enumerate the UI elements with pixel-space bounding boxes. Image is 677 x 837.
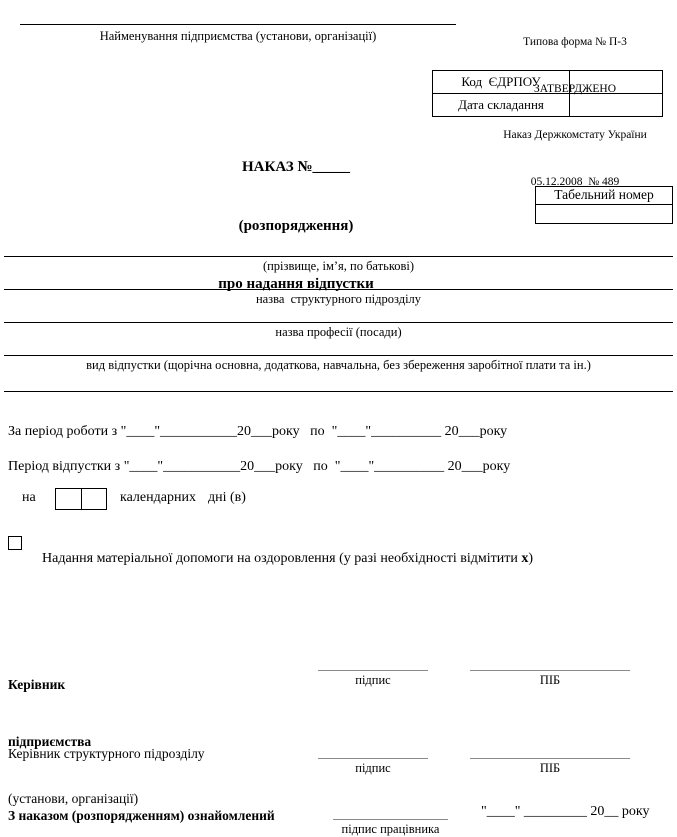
director-signature-line[interactable] [318,670,428,671]
approval-order-label: Наказ Держкомстату України [503,129,647,141]
acknowledged-label: З наказом (розпорядженням) ознайомлений [8,808,275,823]
form-type-label: Типова форма № П-3 [523,36,627,48]
director-signature-caption: підпис [355,673,391,687]
employee-name-caption: (прізвище, ім’я, по батькові) [262,259,415,273]
work-period-line: За період роботи з "____"___________20___року по "____"__________ 20___року [8,424,508,439]
table-row [433,94,663,117]
table-row [433,71,663,94]
acknowledged-date-blank: "____" _________ 20__ року [481,804,650,819]
employee-name-fill-line[interactable] [4,256,673,257]
personnel-number-box [535,186,673,224]
vacation-type-fill-line[interactable] [4,355,673,356]
approval-date-label: 05.12.2008 № 489 [530,175,620,188]
material-aid-label [28,535,533,583]
director-label-line2: підприємства [8,734,92,749]
vacation-period-line: Період відпустки з "____"___________20___року по "____"__________ 20___року [8,459,511,474]
material-aid-checkbox[interactable] [8,536,22,550]
company-name-caption: Найменування підприємства (установи, організації) [99,29,377,43]
employee-signature-caption: підпис працівника [341,822,440,836]
material-aid-mark: x [521,551,529,566]
days-digit-cell[interactable] [56,489,82,509]
days-prefix-label: на [22,490,36,505]
unit-head-signature-line[interactable] [318,758,428,759]
compile-date-value-cell[interactable] [570,94,663,117]
personnel-number-label: Табельний номер [536,187,672,205]
days-suffix-label: дні (в) [208,490,246,505]
unit-head-fullname-caption: ПІБ [539,761,561,775]
profession-fill-line[interactable] [4,322,673,323]
compile-date-label: Дата складання [433,94,570,117]
director-fullname-caption: ПІБ [539,673,561,687]
extra-fill-line[interactable] [4,391,673,392]
profession-caption: назва професії (посади) [275,325,402,339]
calendar-days-label: календарних [120,490,196,505]
unit-head-fullname-line[interactable] [470,758,630,759]
approved-label: ЗАТВЕРДЖЕНО [533,82,617,95]
director-label-line3: (установи, організації) [8,791,139,806]
director-fullname-line[interactable] [470,670,630,671]
personnel-number-value-cell[interactable] [536,205,672,223]
days-count-box[interactable] [55,488,107,510]
code-table [432,70,663,117]
title-order-number: НАКАЗ №_____ [241,159,351,175]
title-directive: (розпорядження) [238,217,354,234]
unit-head-label: Керівник структурного підрозділу [8,746,205,761]
director-label-line1: Керівник [8,677,66,692]
structural-unit-fill-line[interactable] [4,289,673,290]
edrpou-code-label: Код ЄДРПОУ [433,71,570,94]
vacation-type-caption: вид відпустки (щорічна основна, додаткова, навчальна, без збереження заробітної плати та ін.) [86,358,591,372]
edrpou-code-value-cell[interactable] [570,71,663,94]
material-aid-text: Надання матеріальної допомоги на оздоровлення (у разі необхідності відмітити [42,551,522,566]
employee-signature-line[interactable] [333,819,448,820]
material-aid-suffix: ) [528,551,534,566]
days-digit-cell[interactable] [82,489,107,509]
company-name-fill-line[interactable] [20,24,456,25]
structural-unit-caption: назва структурного підрозділу [255,292,422,306]
title-subject: про надання відпустки [218,276,374,292]
unit-head-signature-caption: підпис [355,761,391,775]
